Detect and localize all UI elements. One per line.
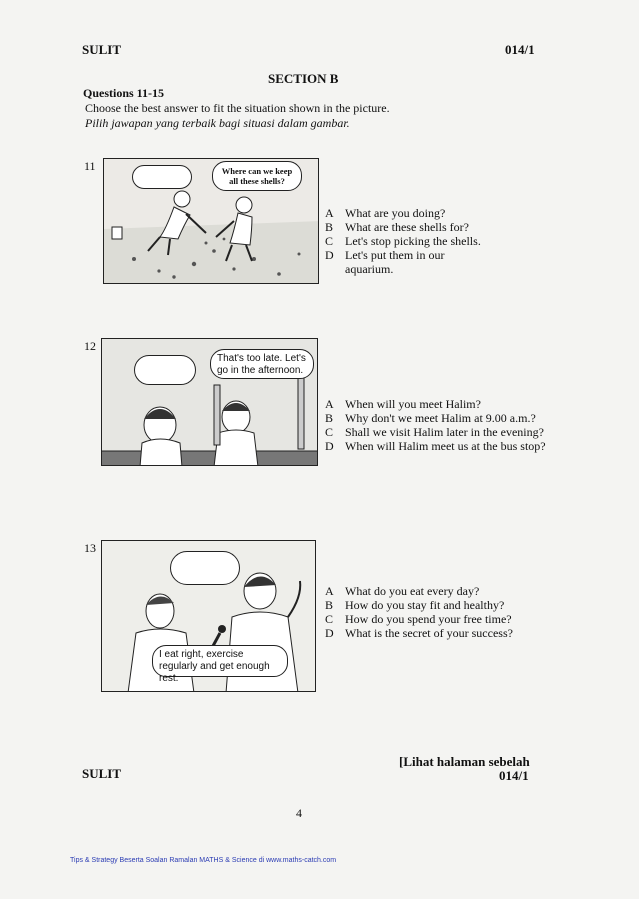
option-11-c[interactable] (325, 234, 535, 248)
questions-heading: Questions 11-15 (83, 86, 165, 100)
option-text: Shall we visit Halim later in the evening? (345, 425, 544, 439)
footer-link[interactable]: Tips & Strategy Beserta Soalan Ramalan MATHS & Science di www.maths-catch.com (70, 857, 337, 864)
speech-bubble-12: That's too late. Let's go in the afternoon. (210, 349, 314, 379)
header-sulit: SULIT (82, 42, 122, 57)
section-title: SECTION B (268, 71, 339, 86)
option-13-d[interactable] (325, 626, 555, 640)
option-13-a[interactable] (325, 584, 555, 598)
page-number: 4 (296, 806, 302, 820)
option-11-d[interactable] (325, 248, 535, 276)
option-12-a[interactable] (325, 397, 555, 411)
options-12 (325, 397, 555, 453)
option-letter: D (325, 439, 334, 453)
option-text: What are you doing? (345, 206, 446, 220)
option-letter: A (325, 206, 334, 220)
option-12-b[interactable] (325, 411, 555, 425)
question-number-12: 12 (84, 339, 96, 353)
speech-bubble-11: Where can we keep all these shells? (212, 161, 302, 191)
option-11-a[interactable] (325, 206, 535, 220)
option-text: What are these shells for? (345, 220, 469, 234)
option-text: Why don't we meet Halim at 9.00 a.m.? (345, 411, 536, 425)
option-letter: C (325, 612, 334, 626)
option-text: What do you eat every day? (345, 584, 480, 598)
question-number-11: 11 (84, 159, 96, 173)
option-13-c[interactable] (325, 612, 555, 626)
option-letter: A (325, 584, 334, 598)
option-letter: D (325, 248, 334, 262)
option-text: How do you stay fit and healthy? (345, 598, 505, 612)
instruction-malay: Pilih jawapan yang terbaik bagi situasi dalam gambar. (85, 116, 350, 130)
option-letter: D (325, 626, 334, 640)
option-text: When will you meet Halim? (345, 397, 481, 411)
option-letter: C (325, 425, 334, 439)
speech-bubble-13: I eat right, exercise regularly and get enough rest. (152, 645, 288, 677)
option-letter: B (325, 411, 334, 425)
option-12-c[interactable] (325, 425, 555, 439)
option-text: What is the secret of your success? (345, 626, 513, 640)
question-11-picture (103, 158, 319, 284)
header-code: 014/1 (505, 42, 535, 57)
options-13 (325, 584, 555, 640)
continue-note: [Lihat halaman sebelah (399, 754, 530, 769)
option-letter: B (325, 598, 334, 612)
empty-speech-bubble (170, 551, 240, 585)
empty-speech-bubble (132, 165, 192, 189)
option-text: How do you spend your free time? (345, 612, 512, 626)
footer-sulit: SULIT (82, 766, 122, 781)
option-11-b[interactable] (325, 220, 535, 234)
option-13-b[interactable] (325, 598, 555, 612)
option-letter: B (325, 220, 334, 234)
question-number-13: 13 (84, 541, 96, 555)
question-13-picture (101, 540, 316, 692)
option-letter: C (325, 234, 334, 248)
option-text: Let's stop picking the shells. (345, 234, 481, 248)
options-11 (325, 206, 535, 276)
footer-code: 014/1 (499, 768, 529, 783)
option-text: When will Halim meet us at the bus stop? (345, 439, 546, 453)
question-12-picture (101, 338, 318, 466)
option-text: Let's put them in our aquarium. (345, 248, 445, 276)
option-letter: A (325, 397, 334, 411)
instruction-english: Choose the best answer to fit the situation shown in the picture. (85, 101, 390, 115)
option-12-d[interactable] (325, 439, 555, 453)
empty-speech-bubble (134, 355, 196, 385)
